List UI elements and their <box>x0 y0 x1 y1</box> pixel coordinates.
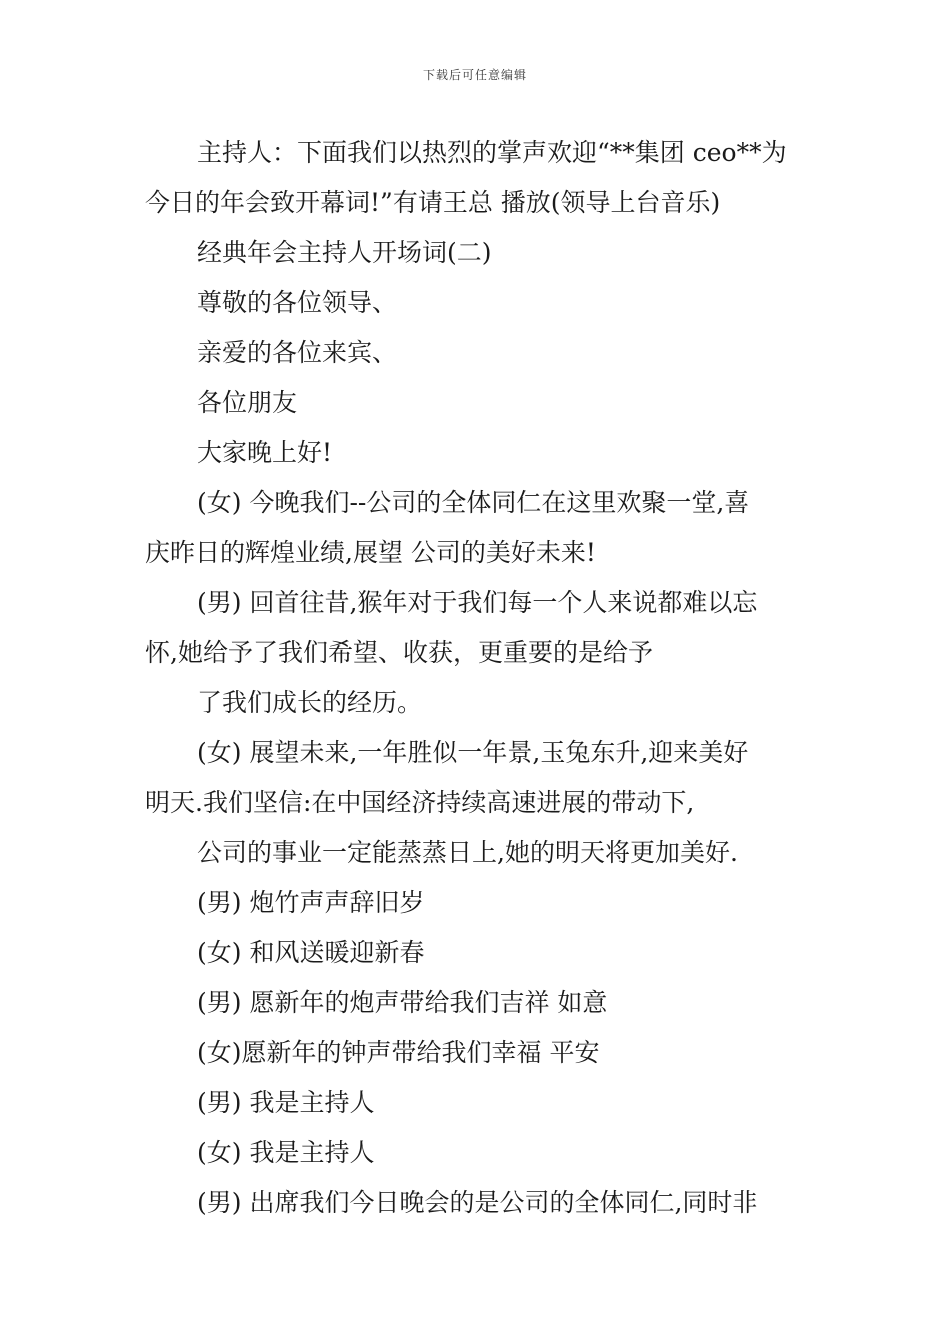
text-line: 公司的事业一定能蒸蒸日上,她的明天将更加美好. <box>197 838 738 867</box>
text-line: (女) 我是主持人 <box>197 1138 375 1167</box>
text-line: 怀,她给予了我们希望、收获，更重要的是给予 <box>145 638 653 667</box>
text-line: (女) 展望未来,一年胜似一年景,玉兔东升,迎来美好 <box>197 738 749 767</box>
text-line: 经典年会主持人开场词(二) <box>197 238 492 267</box>
text-line: 庆昨日的辉煌业绩,展望 公司的美好未来! <box>145 538 596 567</box>
text-line: 尊敬的各位领导、 <box>197 288 398 317</box>
text-line: 明天.我们坚信:在中国经济持续高速进展的带动下, <box>145 788 695 817</box>
text-line: 大家晚上好! <box>197 438 333 467</box>
text-line: (女) 和风送暖迎新春 <box>197 938 425 967</box>
text-line: 今日的年会致开幕词!”有请王总 播放(领导上台音乐) <box>145 188 721 217</box>
text-line: (男) 我是主持人 <box>197 1088 375 1117</box>
text-line: 了我们成长的经历。 <box>197 688 423 717</box>
text-line: (男) 出席我们今日晚会的是公司的全体同仁,同时非 <box>197 1188 758 1217</box>
text-line: 亲爱的各位来宾、 <box>197 338 398 367</box>
page-header: 下载后可任意编辑 <box>422 68 527 82</box>
text-line: (女)愿新年的钟声带给我们幸福 平安 <box>197 1038 600 1067</box>
text-line: (男) 炮竹声声辞旧岁 <box>197 888 425 917</box>
text-line: 主持人：下面我们以热烈的掌声欢迎“**集团 ceo**为 <box>197 138 787 167</box>
text-line: (男) 愿新年的炮声带给我们吉祥 如意 <box>197 988 608 1017</box>
text-line: (女) 今晚我们--公司的全体同仁在这里欢聚一堂,喜 <box>197 488 750 517</box>
text-line: 各位朋友 <box>197 388 298 417</box>
document-body <box>145 128 810 1228</box>
text-line: (男) 回首往昔,猴年对于我们每一个人来说都难以忘 <box>197 588 758 617</box>
